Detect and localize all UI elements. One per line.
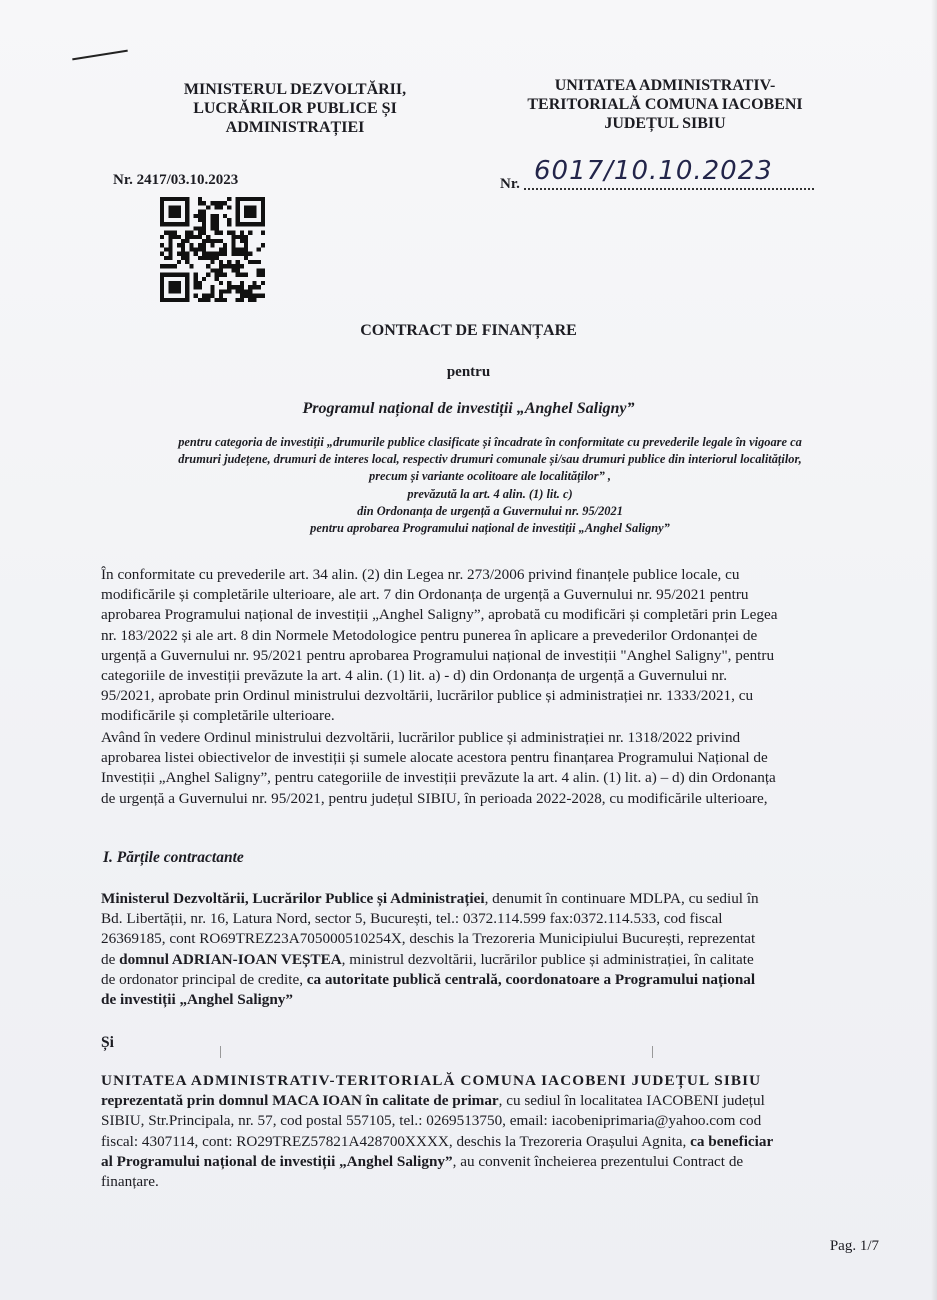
paragraph-text: fiscal: 4307114, cont: RO29TREZ57821A428700XXXX, deschis la Trezoreria Orașului Agnita, [101, 1132, 691, 1150]
category-line: precum și variante ocolitoare ale localităților” , [369, 469, 611, 484]
contract-title: CONTRACT DE FINANȚARE [360, 322, 577, 339]
paragraph-line [101, 1132, 876, 1152]
paragraph-line: Bd. Libertății, nr. 16, Latura Nord, sector 5, București, tel.: 0372.114.599 fax:0372.114.533, cod fiscal [101, 910, 723, 928]
ministry-header-line: LUCRĂRILOR PUBLICE ȘI [193, 100, 397, 117]
paragraph-line [101, 970, 876, 990]
category-line: pentru categoria de investiții „drumurile publice clasificate și încadrate în conformitate cu prevederile legale în vigoare ca [178, 435, 802, 449]
paragraph-text: , denumit în continuare MDLPA, cu sediul în [484, 890, 759, 907]
paragraph-text: de [101, 950, 120, 968]
paragraph-line: modificările și completările ulterioare. [101, 707, 335, 725]
paragraph-line [101, 1152, 876, 1172]
investment-category [110, 434, 870, 537]
paragraph-text: , au convenit încheierea prezentului Contract de [452, 1152, 744, 1170]
category-line: drumuri județene, drumuri de interes local, respectiv drumuri comunale și/sau drumuri publice din interiorul localităților, [178, 452, 802, 467]
legal-basis-paragraph [101, 565, 876, 727]
paragraph-line: de investiții „Anghel Saligny” [101, 991, 293, 1009]
paragraph-line: de urgență a Guvernului nr. 95/2021, pentru județul SIBIU, în perioada 2022-2028, cu modificările ulterioare, [101, 789, 768, 807]
paragraph-line [101, 1091, 876, 1111]
ministry-party-paragraph [101, 889, 876, 1010]
paragraph-line: 95/2021, aprobate prin Ordinul ministrului dezvoltării, lucrărilor publice și administrației nr. 1333/2021, cu [101, 687, 754, 705]
municipality-registration-number [500, 156, 820, 192]
pen-stroke-mark [72, 50, 128, 61]
paragraph-line [101, 950, 876, 970]
paragraph-line: aprobarea listei obiectivelor de investiții și sumele alocate acestora pentru finanțarea Programului Național de [101, 749, 768, 767]
dotted-line [524, 188, 814, 190]
municipality-header [505, 76, 825, 133]
conjunction-si: Și [101, 1034, 114, 1051]
category-line: din Ordonanța de urgență a Guvernului nr. 95/2021 [357, 503, 623, 518]
handwritten-registration-number: 6017/10.10.2023 [534, 156, 773, 186]
paragraph-line: aprobarea Programului național de investiții „Anghel Saligny”, aprobată cu modificări și completări prin Legea [101, 606, 778, 624]
mayor-representation: reprezentată prin domnul MACA IOAN în calitate de primar [101, 1092, 499, 1110]
paragraph-line: SIBIU, Str.Principala, nr. 57, cod postal 557105, tel.: 0269513750, email: iacobeniprimaria@yahoo.com cod [101, 1112, 762, 1130]
scan-mark [652, 1046, 653, 1058]
page-edge-shadow [931, 0, 937, 1300]
paragraph-line: 26369185, cont RO69TREZ23A705000510254X, deschis la Trezoreria Municipiului București, reprezentat [101, 930, 756, 948]
paragraph-text: , ministrul dezvoltării, lucrărilor publice și administrației, în calitate [341, 950, 754, 968]
scan-mark [220, 1046, 221, 1058]
ministry-header [160, 80, 430, 137]
paragraph-line [101, 889, 876, 909]
qr-code-icon [160, 197, 265, 302]
paragraph-text: , cu sediul în localitatea IACOBENI județul [498, 1092, 765, 1110]
ministry-header-line: ADMINISTRAȚIEI [225, 119, 365, 136]
order-reference-paragraph [101, 728, 876, 809]
minister-name: domnul ADRIAN-IOAN VEȘTEA [119, 950, 342, 968]
beneficiary-role: ca beneficiar [690, 1132, 774, 1150]
category-line: prevăzută la art. 4 alin. (1) lit. c) [407, 486, 573, 501]
authority-role: ca autoritate publică centrală, coordonatoare a Programului național [306, 970, 756, 988]
paragraph-line: categoriile de investiții prevăzute la art. 4 alin. (1) lit. a) - d) din Ordonanța de urgență a Guvernului nr. [101, 667, 727, 685]
municipality-header-line: TERITORIALĂ COMUNA IACOBENI [527, 96, 803, 113]
category-line: pentru aprobarea Programului național de investiții „Anghel Saligny” [310, 521, 670, 536]
beneficiary-party-paragraph [101, 1071, 876, 1192]
registration-number-label: Nr. [500, 176, 520, 192]
ministry-header-line: MINISTERUL DEZVOLTĂRII, [183, 81, 407, 98]
section-heading: I. Părțile contractante [103, 849, 244, 866]
paragraph-line: modificările și completările ulterioare, ale art. 7 din Ordonanța de urgență a Guvernului nr. 95/2021 pentru [101, 586, 749, 604]
municipality-header-line: JUDEȚUL SIBIU [604, 115, 726, 132]
paragraph-line: În conformitate cu prevederile art. 34 alin. (2) din Legea nr. 273/2006 privind finanțele publice locale, cu [101, 566, 740, 583]
paragraph-line: Având în vedere Ordinul ministrului dezvoltării, lucrărilor publice și administrației nr. 1318/2022 privind [101, 729, 741, 746]
municipality-header-line: UNITATEA ADMINISTRATIV- [554, 77, 776, 94]
paragraph-line: urgență a Guvernului nr. 95/2021 pentru aprobarea Programului național de investiții "Anghel Saligny", pentru [101, 646, 775, 664]
ministry-name: Ministerul Dezvoltării, Lucrărilor Publice și Administrației [101, 890, 485, 907]
paragraph-line: Investiții „Anghel Saligny”, pentru categoriile de investiții prevăzute la art. 4 alin. (1) lit. a) – d) din Ordonanța [101, 769, 776, 787]
beneficiary-name: UNITATEA ADMINISTRATIV-TERITORIALĂ COMUNA IACOBENI JUDEȚUL SIBIU [101, 1072, 762, 1089]
program-reference: al Programului național de investiții „Anghel Saligny” [101, 1152, 453, 1170]
program-name: Programul național de investiții „Anghel Saligny” [302, 400, 635, 417]
paragraph-line: finanțare. [101, 1173, 159, 1191]
ministry-registration-number: Nr. 2417/03.10.2023 [113, 172, 239, 188]
page-number: Pag. 1/7 [829, 1238, 879, 1254]
contract-subtitle: pentru [446, 364, 491, 380]
paragraph-line: nr. 183/2022 și ale art. 8 din Normele Metodologice pentru punerea în aplicare a prevederilor Ordonanței de [101, 626, 758, 644]
paragraph-text: de ordonator principal de credite, [101, 970, 307, 988]
